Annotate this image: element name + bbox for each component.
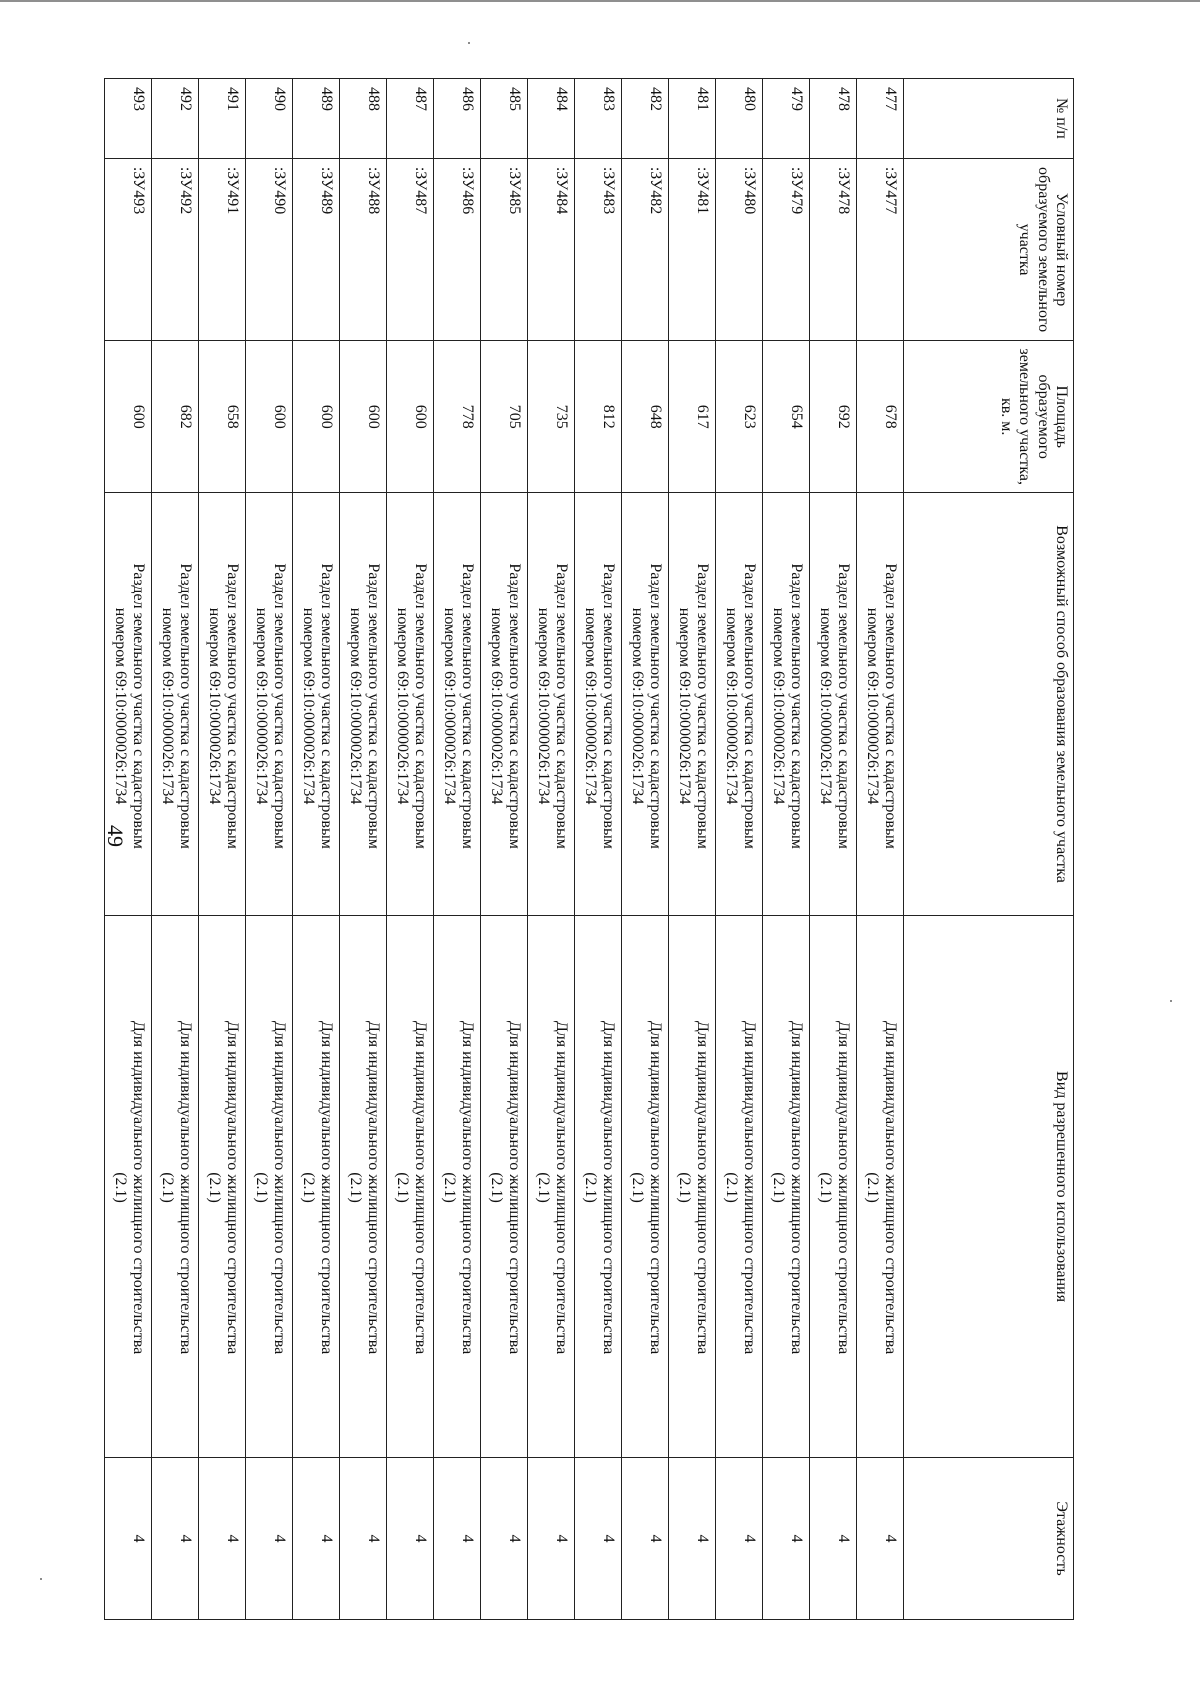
- cell-permitted-use-line-2: (2.1): [158, 1172, 176, 1203]
- cell-cond-number: :ЗУ485: [481, 158, 528, 341]
- cell-permitted-use: [293, 916, 340, 1458]
- cell-cond-number: :ЗУ481: [669, 158, 716, 341]
- cell-cond-number: :ЗУ482: [622, 158, 669, 341]
- table-row: [810, 79, 857, 1620]
- cell-permitted-use-line-1: Для индивидуального жилищного строительства: [224, 1020, 241, 1355]
- cell-permitted-use: [763, 916, 810, 1458]
- cell-area: 600: [246, 341, 293, 493]
- cell-cond-number: :ЗУ491: [199, 158, 246, 341]
- header-floors: Этажность: [904, 1457, 1074, 1619]
- cell-permitted-use-line-1: Для индивидуального жилищного строительства: [365, 1020, 382, 1355]
- cell-num: 490: [246, 79, 293, 159]
- cell-floors: 4: [387, 1457, 434, 1619]
- cell-permitted-use-line-1: Для индивидуального жилищного строительства: [506, 1020, 523, 1355]
- cell-permitted-use: [340, 916, 387, 1458]
- cell-permitted-use-line-2: (2.1): [299, 1172, 317, 1203]
- header-formation-way: Возможный способ образования земельного участка: [904, 493, 1074, 916]
- cell-permitted-use-line-2: (2.1): [581, 1172, 599, 1203]
- cell-permitted-use: [575, 916, 622, 1458]
- table-row: [340, 79, 387, 1620]
- cell-area: 623: [716, 341, 763, 493]
- cell-floors: 4: [105, 1457, 152, 1619]
- cell-formation-way: [105, 493, 152, 916]
- cell-cond-number: :ЗУ480: [716, 158, 763, 341]
- cell-formation-way-line-1: Раздел земельного участка с кадастровым: [365, 563, 382, 849]
- cell-permitted-use-line-2: (2.1): [675, 1172, 693, 1203]
- cell-formation-way: [528, 493, 575, 916]
- cell-area: 735: [528, 341, 575, 493]
- cell-permitted-use-line-2: (2.1): [722, 1172, 740, 1203]
- cell-cond-number: :ЗУ486: [434, 158, 481, 341]
- cell-permitted-use-line-2: (2.1): [111, 1172, 129, 1203]
- cell-formation-way: [199, 493, 246, 916]
- cell-permitted-use-line-2: (2.1): [205, 1172, 223, 1203]
- cell-area: 705: [481, 341, 528, 493]
- cell-formation-way-line-1: Раздел земельного участка с кадастровым: [647, 563, 664, 849]
- cell-formation-way-line-1: Раздел земельного участка с кадастровым: [412, 563, 429, 849]
- table-row: [481, 79, 528, 1620]
- cell-permitted-use-line-1: Для индивидуального жилищного строительства: [600, 1020, 617, 1355]
- cell-formation-way-line-2: номером 69:10:0000026:1734: [440, 607, 458, 805]
- cell-num: 488: [340, 79, 387, 159]
- cell-area: 812: [575, 341, 622, 493]
- cell-permitted-use: [810, 916, 857, 1458]
- table-header-row: [904, 79, 1074, 1620]
- cell-formation-way-line-2: номером 69:10:0000026:1734: [628, 607, 646, 805]
- cell-formation-way-line-2: номером 69:10:0000026:1734: [299, 607, 317, 805]
- cell-formation-way-line-2: номером 69:10:0000026:1734: [487, 607, 505, 805]
- cell-permitted-use: [105, 916, 152, 1458]
- cell-permitted-use: [528, 916, 575, 1458]
- cell-formation-way-line-1: Раздел земельного участка с кадастровым: [882, 563, 899, 849]
- cell-permitted-use: [622, 916, 669, 1458]
- cell-num: 485: [481, 79, 528, 159]
- cell-formation-way-line-2: номером 69:10:0000026:1734: [769, 607, 787, 805]
- cell-permitted-use-line-1: Для индивидуального жилищного строительства: [741, 1020, 758, 1355]
- cell-area: 600: [105, 341, 152, 493]
- cell-floors: 4: [575, 1457, 622, 1619]
- cell-num: 481: [669, 79, 716, 159]
- cell-permitted-use: [481, 916, 528, 1458]
- scan-speck: [1170, 1000, 1172, 1002]
- cell-formation-way: [293, 493, 340, 916]
- cell-num: 478: [810, 79, 857, 159]
- cell-permitted-use-line-1: Для индивидуального жилищного строительства: [177, 1020, 194, 1355]
- cell-num: 486: [434, 79, 481, 159]
- cell-num: 493: [105, 79, 152, 159]
- cell-area: 692: [810, 341, 857, 493]
- cell-floors: 4: [716, 1457, 763, 1619]
- cell-permitted-use-line-1: Для индивидуального жилищного строительства: [412, 1020, 429, 1355]
- cell-formation-way: [387, 493, 434, 916]
- cell-formation-way-line-2: номером 69:10:0000026:1734: [722, 607, 740, 805]
- cell-floors: 4: [528, 1457, 575, 1619]
- cell-formation-way: [340, 493, 387, 916]
- cell-area: 778: [434, 341, 481, 493]
- cell-formation-way-line-1: Раздел земельного участка с кадастровым: [506, 563, 523, 849]
- cell-floors: 4: [293, 1457, 340, 1619]
- cell-floors: 4: [622, 1457, 669, 1619]
- cell-permitted-use: [716, 916, 763, 1458]
- cell-formation-way-line-2: номером 69:10:0000026:1734: [675, 607, 693, 805]
- cell-permitted-use-line-1: Для индивидуального жилищного строительства: [318, 1020, 335, 1355]
- cell-formation-way-line-2: номером 69:10:0000026:1734: [816, 607, 834, 805]
- table-row: [716, 79, 763, 1620]
- table-row: [622, 79, 669, 1620]
- cell-permitted-use: [669, 916, 716, 1458]
- cell-permitted-use-line-1: Для индивидуального жилищного строительства: [647, 1020, 664, 1355]
- cell-area: 654: [763, 341, 810, 493]
- cell-floors: 4: [434, 1457, 481, 1619]
- cell-formation-way-line-2: номером 69:10:0000026:1734: [863, 607, 881, 805]
- page-number: 49: [103, 825, 128, 847]
- cell-permitted-use-line-2: (2.1): [346, 1172, 364, 1203]
- cell-cond-number: :ЗУ487: [387, 158, 434, 341]
- cell-floors: 4: [857, 1457, 904, 1619]
- cell-floors: 4: [763, 1457, 810, 1619]
- cell-formation-way-line-1: Раздел земельного участка с кадастровым: [694, 563, 711, 849]
- table-row: [763, 79, 810, 1620]
- cell-floors: 4: [152, 1457, 199, 1619]
- table-body: [105, 79, 904, 1620]
- cell-num: 477: [857, 79, 904, 159]
- cell-area: 600: [340, 341, 387, 493]
- cell-formation-way-line-1: Раздел земельного участка с кадастровым: [741, 563, 758, 849]
- cell-num: 480: [716, 79, 763, 159]
- cell-formation-way-line-2: номером 69:10:0000026:1734: [581, 607, 599, 805]
- cell-permitted-use-line-1: Для индивидуального жилищного строительства: [459, 1020, 476, 1355]
- header-cond-number: Условный номер образуемого земельного участка: [904, 158, 1074, 341]
- scan-speck: [468, 42, 470, 44]
- cell-floors: 4: [199, 1457, 246, 1619]
- cell-formation-way-line-1: Раздел земельного участка с кадастровым: [835, 563, 852, 849]
- cell-permitted-use-line-2: (2.1): [252, 1172, 270, 1203]
- cell-formation-way-line-1: Раздел земельного участка с кадастровым: [318, 563, 335, 849]
- cell-formation-way: [669, 493, 716, 916]
- table-row: [152, 79, 199, 1620]
- cell-formation-way-line-1: Раздел земельного участка с кадастровым: [459, 563, 476, 849]
- cell-permitted-use-line-1: Для индивидуального жилищного строительства: [130, 1020, 147, 1355]
- cell-formation-way: [575, 493, 622, 916]
- cell-permitted-use-line-1: Для индивидуального жилищного строительства: [271, 1020, 288, 1355]
- cell-cond-number: :ЗУ488: [340, 158, 387, 341]
- cell-area: 678: [857, 341, 904, 493]
- cell-formation-way: [716, 493, 763, 916]
- table-row: [669, 79, 716, 1620]
- cell-num: 482: [622, 79, 669, 159]
- cell-permitted-use-line-1: Для индивидуального жилищного строительства: [694, 1020, 711, 1355]
- header-num: № п/п: [904, 79, 1074, 159]
- cell-permitted-use-line-2: (2.1): [816, 1172, 834, 1203]
- cell-area: 600: [293, 341, 340, 493]
- table-row: [387, 79, 434, 1620]
- cell-formation-way-line-1: Раздел земельного участка с кадастровым: [600, 563, 617, 849]
- cell-permitted-use-line-2: (2.1): [487, 1172, 505, 1203]
- cell-formation-way: [481, 493, 528, 916]
- cell-permitted-use-line-2: (2.1): [393, 1172, 411, 1203]
- cell-num: 491: [199, 79, 246, 159]
- cell-area: 648: [622, 341, 669, 493]
- cell-cond-number: :ЗУ479: [763, 158, 810, 341]
- table-row: [857, 79, 904, 1620]
- cell-floors: 4: [810, 1457, 857, 1619]
- cell-formation-way-line-2: номером 69:10:0000026:1734: [252, 607, 270, 805]
- land-plots-table: [104, 78, 1074, 1620]
- cell-cond-number: :ЗУ489: [293, 158, 340, 341]
- cell-formation-way-line-2: номером 69:10:0000026:1734: [205, 607, 223, 805]
- cell-permitted-use-line-1: Для индивидуального жилищного строительства: [882, 1020, 899, 1355]
- table-row: [434, 79, 481, 1620]
- cell-permitted-use-line-2: (2.1): [440, 1172, 458, 1203]
- cell-formation-way: [763, 493, 810, 916]
- table-row: [199, 79, 246, 1620]
- header-permitted-use: Вид разрешенного использования: [904, 916, 1074, 1458]
- table-frame: [111, 78, 1074, 1620]
- cell-num: 479: [763, 79, 810, 159]
- table-row: [105, 79, 152, 1620]
- cell-permitted-use: [387, 916, 434, 1458]
- table-row: [575, 79, 622, 1620]
- cell-formation-way: [434, 493, 481, 916]
- cell-num: 492: [152, 79, 199, 159]
- cell-permitted-use-line-1: Для индивидуального жилищного строительства: [835, 1020, 852, 1355]
- cell-formation-way-line-1: Раздел земельного участка с кадастровым: [177, 563, 194, 849]
- cell-formation-way-line-2: номером 69:10:0000026:1734: [111, 607, 129, 805]
- cell-formation-way: [152, 493, 199, 916]
- cell-cond-number: :ЗУ478: [810, 158, 857, 341]
- cell-permitted-use-line-1: Для индивидуального жилищного строительства: [553, 1020, 570, 1355]
- cell-cond-number: :ЗУ492: [152, 158, 199, 341]
- cell-permitted-use: [199, 916, 246, 1458]
- scan-edge-line: [0, 0, 1200, 8]
- cell-area: 617: [669, 341, 716, 493]
- cell-permitted-use: [152, 916, 199, 1458]
- cell-formation-way-line-2: номером 69:10:0000026:1734: [346, 607, 364, 805]
- cell-floors: 4: [481, 1457, 528, 1619]
- cell-formation-way-line-1: Раздел земельного участка с кадастровым: [553, 563, 570, 849]
- cell-num: 483: [575, 79, 622, 159]
- cell-num: 484: [528, 79, 575, 159]
- cell-cond-number: :ЗУ484: [528, 158, 575, 341]
- cell-permitted-use-line-2: (2.1): [534, 1172, 552, 1203]
- cell-floors: 4: [340, 1457, 387, 1619]
- cell-permitted-use: [857, 916, 904, 1458]
- cell-formation-way-line-1: Раздел земельного участка с кадастровым: [130, 563, 147, 849]
- cell-permitted-use-line-2: (2.1): [863, 1172, 881, 1203]
- cell-formation-way-line-1: Раздел земельного участка с кадастровым: [224, 563, 241, 849]
- cell-formation-way-line-2: номером 69:10:0000026:1734: [393, 607, 411, 805]
- table-row: [293, 79, 340, 1620]
- cell-cond-number: :ЗУ490: [246, 158, 293, 341]
- cell-formation-way: [622, 493, 669, 916]
- cell-cond-number: :ЗУ493: [105, 158, 152, 341]
- cell-num: 487: [387, 79, 434, 159]
- cell-cond-number: :ЗУ477: [857, 158, 904, 341]
- header-area: Площадь образуемого земельного участка, кв. м.: [904, 341, 1074, 493]
- cell-num: 489: [293, 79, 340, 159]
- table-row: [246, 79, 293, 1620]
- cell-floors: 4: [669, 1457, 716, 1619]
- cell-permitted-use-line-2: (2.1): [628, 1172, 646, 1203]
- cell-permitted-use-line-2: (2.1): [769, 1172, 787, 1203]
- table-row: [528, 79, 575, 1620]
- cell-cond-number: :ЗУ483: [575, 158, 622, 341]
- cell-permitted-use: [434, 916, 481, 1458]
- cell-area: 682: [152, 341, 199, 493]
- cell-permitted-use: [246, 916, 293, 1458]
- cell-formation-way-line-1: Раздел земельного участка с кадастровым: [788, 563, 805, 849]
- cell-floors: 4: [246, 1457, 293, 1619]
- cell-permitted-use-line-1: Для индивидуального жилищного строительства: [788, 1020, 805, 1355]
- cell-area: 600: [387, 341, 434, 493]
- scan-speck: [40, 1578, 42, 1580]
- cell-formation-way: [810, 493, 857, 916]
- cell-formation-way: [246, 493, 293, 916]
- cell-formation-way-line-1: Раздел земельного участка с кадастровым: [271, 563, 288, 849]
- cell-formation-way-line-2: номером 69:10:0000026:1734: [534, 607, 552, 805]
- cell-formation-way-line-2: номером 69:10:0000026:1734: [158, 607, 176, 805]
- cell-area: 658: [199, 341, 246, 493]
- cell-formation-way: [857, 493, 904, 916]
